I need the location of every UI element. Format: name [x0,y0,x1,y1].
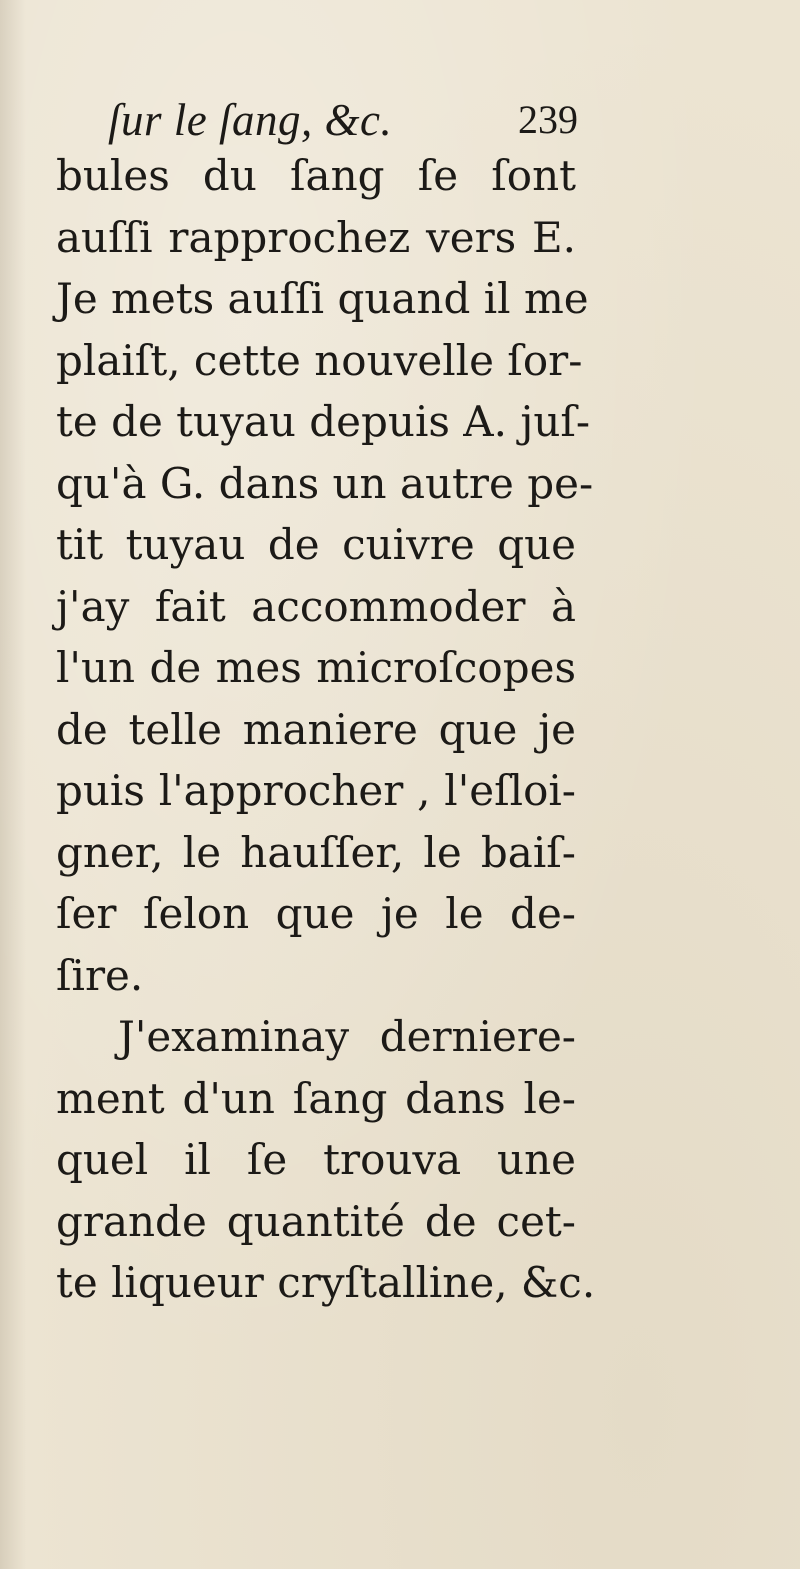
text-line: ment d'un ſang dans le- [56,1073,576,1123]
text-line: qu'à G. dans un autre pe- [56,458,594,508]
text-line: te de tuyau depuis A. juſ- [56,397,591,446]
text-line: l'un de mes microſcopes [56,643,576,692]
text-line: gner, le hauſſer, le baiſ- [56,827,576,877]
body-text [56,145,596,1314]
text-line: puis l'approcher , l'eſloi- [56,766,576,815]
text-line-paragraph-end: ſire. [56,950,144,1000]
text-line: j'ay fait accommoder à [56,581,576,631]
text-line: auſſi rapprochez vers E. [56,212,576,262]
page-number: 239 [518,97,578,142]
text-line: quel il ſe trouva une [56,1135,576,1184]
text-line: grande quantité de cet- [56,1196,576,1246]
text-line-paragraph-start: J'examinay derniere- [118,1012,576,1061]
running-head: ſur le ſang, &c. [108,95,393,145]
text-line: bules du ſang ſe ſont [56,151,576,200]
gutter-shadow [0,0,26,1569]
text-line: plaiſt, cette nouvelle ſor- [56,335,583,385]
text-line: tit tuyau de cuivre que [56,520,576,569]
text-line: de telle maniere que je [56,704,576,754]
text-line: te liqueur cryſtalline, &c. [56,1258,596,1307]
page-header [108,92,578,148]
text-line: ſer ſelon que je le de- [56,889,576,938]
text-line: Je mets auſſi quand il me [56,274,589,323]
